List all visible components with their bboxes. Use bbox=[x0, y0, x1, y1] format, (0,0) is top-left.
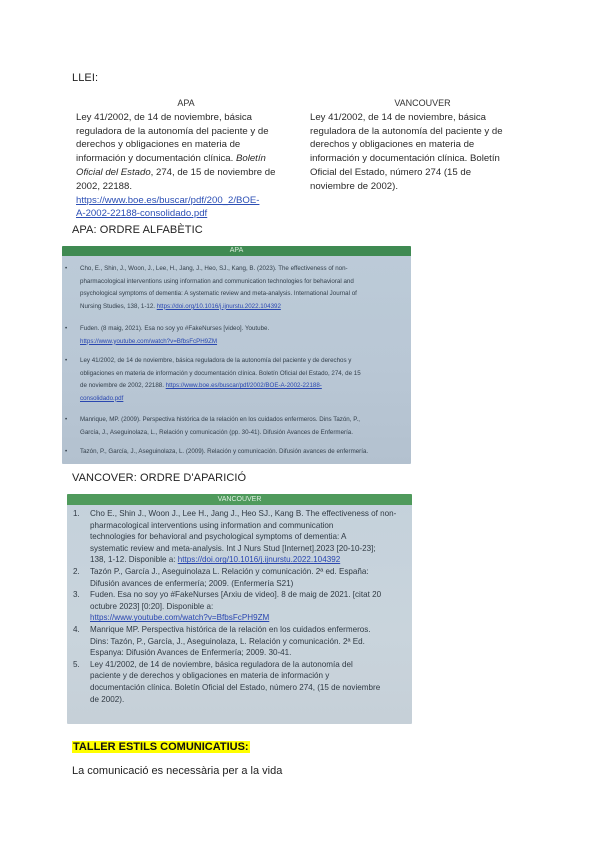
vanc-line: derechos y obligaciones en materia de bbox=[310, 139, 475, 151]
apa-line: Oficial del Estado, 274, de 15 de noviembre de bbox=[76, 166, 276, 178]
vanc-line: Oficial del Estado, número 274 (15 de bbox=[310, 166, 472, 178]
vancouver-column-title: VANCOUVER bbox=[394, 98, 451, 108]
list-item: 1. Cho E., Shin J., Woon J., Lee H., Jang J., Heo SJ., Kang B. The effectiveness of non- pharmacological interventions using information and communication technologies for behavioral and psychological symptoms of dementia: A systematic review and meta-analysis. Int J Nurs Stud [Internet].2023 [20-10-23]; 138, 1-12. Disponible a: https://doi.org/10.1016/j.ijnurstu.2022.104392 bbox=[73, 509, 397, 565]
vanc-line: Ley 41/2002, de 14 de noviembre, básica bbox=[310, 111, 487, 123]
apa-entry: • Tazón, P., García, J., Aseguinolaza, L. (2009). Relación y comunicación. Difusión avances de enfermería. bbox=[65, 448, 369, 455]
taller-heading: TALLER ESTILS COMUNICATIUS: bbox=[73, 741, 249, 753]
doi-link[interactable]: https://doi.org/10.1016/j.ijnurstu.2022.104392 bbox=[156, 302, 281, 310]
vancouver-order-heading: VANCOVER: ORDRE D'APARICIÓ bbox=[72, 472, 247, 484]
llei-heading: LLEI: bbox=[72, 72, 99, 84]
list-item: 4. Manrique MP. Perspectiva histórica de la relación en los cuidados enfermeros. Dins: Tazón, P., García, J., Aseguinolaza, L. Relación y comunicación. 2ª Ed. Espanya: Difusión Avances de Enfermería; 2009. 30-41. bbox=[73, 624, 371, 658]
list-item: 2. Tazón P., García J., Aseguinolaza L. Relación y comunicación. 2ª ed. España: Difusión avances de enfermería; 2009. (Enfermería S21) bbox=[73, 566, 369, 588]
youtube-link[interactable]: https://www.youtube.com/watch?v=BfbsFcPH9ZM bbox=[90, 613, 270, 623]
apa-entry: • Ley 41/2002, de 14 de noviembre, básica reguladora de la autonomía del paciente y de derechos y obligaciones en materia de información y documentación clínica. Boletín Oficial del Estado, 274, de 15 de noviembre de 2002, 22188. https://www.boe.es/buscar/pdf/2002/BOE-A-2002-22188- consolidado.pdf bbox=[65, 357, 361, 402]
apa-entry: • Manrique, MP. (2009). Perspectiva histórica de la relación en los cuidados enfermeros. Dins Tazón, P., García, J., Aseguinolaza, L., Relación y comunicación (pp. 30-41). Difusión Avances de Enfermería. bbox=[65, 416, 360, 436]
doi-link[interactable]: https://doi.org/10.1016/j.ijnurstu.2022.104392 bbox=[177, 555, 341, 565]
vanc-line: noviembre de 2002). bbox=[310, 180, 398, 192]
vancouver-list bbox=[73, 508, 404, 705]
vanc-line: información y documentación clínica. Boletín bbox=[310, 153, 500, 165]
apa-column-title: APA bbox=[177, 98, 195, 108]
apa-line: derechos y obligaciones en materia de bbox=[76, 139, 241, 151]
apa-line: información y documentación clínica. Boletín bbox=[76, 153, 266, 165]
youtube-link[interactable]: https://www.youtube.com/watch?v=BfbsFcPH9ZM bbox=[80, 337, 218, 345]
taller-heading-wrap bbox=[72, 737, 250, 755]
boe-link-continued[interactable]: consolidado.pdf bbox=[80, 394, 124, 402]
list-item: 3. Fuden. Esa no soy yo #FakeNurses [Arxiu de video]. 8 de maig de 2021. [citat 20 octubre 2023] [0:20]. Disponible a: https://www.youtube.com/watch?v=BfbsFcPH9ZM bbox=[73, 590, 382, 623]
boe-link[interactable]: https://www.boe.es/buscar/pdf/2002/BOE-A-2002-22188- bbox=[165, 382, 322, 390]
vancouver-citation-block bbox=[310, 97, 535, 194]
boe-link[interactable]: https://www.boe.es/buscar/pdf/200_2/BOE- bbox=[76, 194, 260, 206]
apa-order-heading: APA: ORDRE ALFABÈTIC bbox=[72, 224, 203, 236]
apa-reference-photo bbox=[62, 246, 411, 464]
apa-line: 2002, 22188. bbox=[76, 180, 133, 192]
boe-link-continued[interactable]: A-2002-22188-consolidado.pdf bbox=[76, 208, 208, 220]
apa-line: Ley 41/2002, de 14 de noviembre, básica bbox=[76, 111, 253, 123]
apa-photo-bar: APA bbox=[62, 246, 411, 256]
apa-citation-block bbox=[76, 97, 296, 221]
apa-entry: • Cho, E., Shin, J., Woon, J., Lee, H., Jang, J., Heo, SJ., Kang, B. (2023). The effectiveness of non- pharmacological interventions using information and communication technologies for behavioral and psychological symptoms of dementia: A systematic review and meta-analysis. International Journal of Nursing Studies, 138, 1-12. https://doi.org/10.1016/j.ijnurstu.2022.104392 bbox=[65, 265, 357, 310]
vancouver-photo-bar: VANCOUVER bbox=[67, 494, 412, 505]
apa-line: reguladora de la autonomía del paciente y de bbox=[76, 125, 269, 137]
vancouver-reference-photo bbox=[67, 494, 412, 724]
list-item: 5. Ley 41/2002, de 14 de noviembre, básica reguladora de la autonomía del paciente y de derechos y obligaciones en materia de información y documentación clínica. Boletín Oficial del Estado, número 274, (15 de noviembre de 2002). bbox=[73, 659, 381, 704]
vanc-line: reguladora de la autonomía del paciente y de bbox=[310, 125, 503, 137]
final-paragraph: La comunicació es necessària per a la vida bbox=[72, 765, 283, 777]
apa-entry: • Fuden. (8 maig, 2021). Esa no soy yo #FakeNurses [video]. Youtube. https://www.youtube.com/watch?v=BfbsFcPH9ZM bbox=[65, 325, 270, 345]
